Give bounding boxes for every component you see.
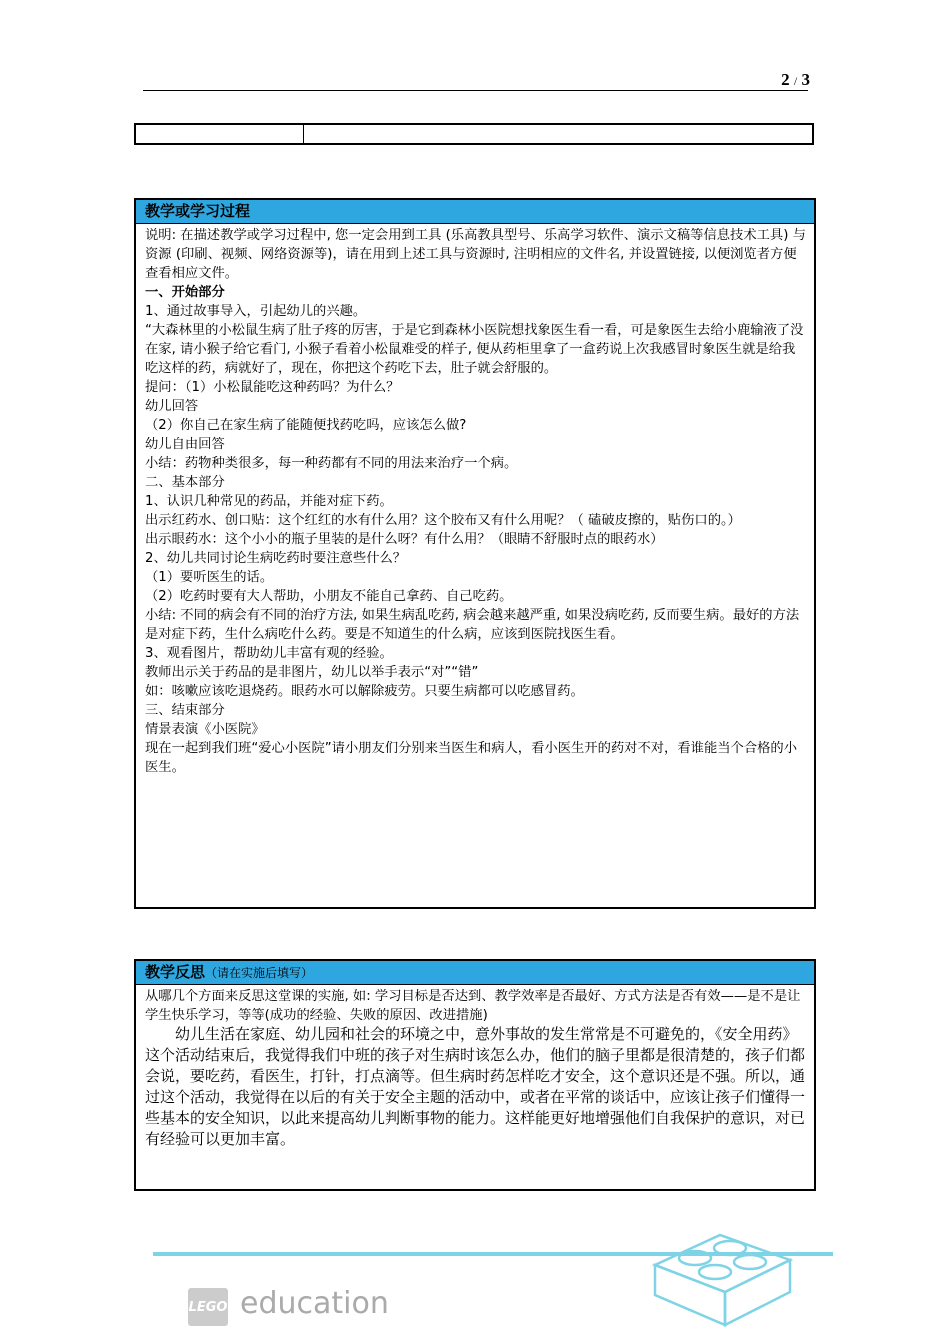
- section-body: [136, 985, 814, 1151]
- paragraph: 教师出示关于药品的是非图片，幼儿以举手表示“对”“错”: [145, 665, 479, 680]
- lego-logo: LEGO: [188, 1288, 228, 1326]
- teaching-process-section: [134, 198, 816, 909]
- lego-brick-icon: [650, 1220, 820, 1330]
- paragraph: 小结：药物种类很多，每一种药都有不同的用法来治疗一个病。: [145, 456, 518, 471]
- paragraph: “大森林里的小松鼠生病了肚子疼的厉害，于是它到森林小医院想找象医生看一看，可是象医生去给小鹿输液了没在家, 请小猴子给它看门, 小猴子看着小松鼠难受的样子, 便从药柜里拿了一盒药说上次我感冒时象医生就是给我吃这样的药，病就好了，现在，你把这个药吃下去，肚子就会舒服的。: [145, 323, 804, 376]
- instruction-text: 说明: 在描述教学或学习过程中, 您一定会用到工具 (乐高教具型号、乐高学习软件、演示文稿等信息技术工具) 与资源 (印刷、视频、网络资源等)，请在用到上述工具与资源时, 注明相应的文件名, 并设置链接, 以便浏览者方便查看相应文件。: [145, 228, 806, 281]
- reflection-text: 幼儿生活在家庭、幼儿园和社会的环境之中，意外事故的发生常常是不可避免的，《安全用药》这个活动结束后，我觉得我们中班的孩子对生病时该怎么办，他们的脑子里都是很清楚的，孩子们都会说，要吃药，看医生，打针，打点滴等。但生病时药怎样吃才安全，这个意识还是不强。所以，通过这个活动，我觉得在以后的有关于安全主题的活动中，或者在平常的谈话中，应该让孩子们懂得一些基本的安全知识，以此来提高幼儿判断事物的能力。这样能更好地增强他们自我保护的意识，对已有经验可以更加丰富。: [145, 1027, 806, 1148]
- subheading-end: 三、结束部分: [145, 703, 225, 718]
- page-number: [760, 70, 810, 90]
- paragraph: 2、幼儿共同讨论生病吃药时要注意些什么？: [145, 551, 407, 566]
- paragraph: （2）你自己在家生病了能随便找药吃吗，应该怎么做?: [145, 418, 467, 433]
- paragraph: 提问：（1）小松鼠能吃这种药吗？为什么？: [145, 380, 400, 395]
- header-rule: [143, 90, 808, 91]
- section-header: [136, 961, 814, 985]
- top-table-cell-left: [136, 125, 304, 143]
- page-separator: /: [793, 74, 798, 88]
- top-table-row: [134, 123, 814, 145]
- paragraph: （2）吃药时要有大人帮助，小朋友不能自己拿药、自己吃药。: [145, 589, 513, 604]
- subheading-start: 一、开始部分: [145, 285, 225, 300]
- paragraph: （1）要听医生的话。: [145, 570, 274, 585]
- paragraph: 出示眼药水：这个小小的瓶子里装的是什么呀？有什么用？（眼睛不舒服时点的眼药水）: [145, 532, 664, 547]
- section-body: [136, 224, 814, 777]
- paragraph: 幼儿回答: [145, 399, 199, 414]
- paragraph: 情景表演《小医院》: [145, 722, 265, 737]
- subheading-basic: 二、基本部分: [145, 475, 225, 490]
- paragraph: 如：咳嗽应该吃退烧药。眼药水可以解除疲劳。只要生病都可以吃感冒药。: [145, 684, 584, 699]
- page-current: 2: [781, 70, 790, 89]
- paragraph: 出示红药水、创口贴：这个红红的水有什么用？这个胶布又有什么用呢？（ 磕破皮擦的，贴伤口的。）: [145, 513, 741, 528]
- section-subtitle: （请在实施后填写）: [205, 966, 314, 980]
- page-total: 3: [801, 70, 810, 89]
- paragraph: 1、通过故事导入，引起幼儿的兴趣。: [145, 304, 367, 319]
- paragraph: 幼儿自由回答: [145, 437, 225, 452]
- paragraph: 3、观看图片，帮助幼儿丰富有观的经验。: [145, 646, 393, 661]
- education-wordmark: education: [240, 1286, 389, 1321]
- section-title: 教学反思: [145, 963, 206, 981]
- instruction-text: 从哪几个方面来反思这堂课的实施, 如: 学习目标是否达到、教学效率是否最好、方式方法是否有效——是不是让学生快乐学习，等等(成功的经验、失败的原因、改进措施): [145, 989, 801, 1023]
- paragraph: 现在一起到我们班“爱心小医院”请小朋友们分别来当医生和病人，看小医生开的药对不对，看谁能当个合格的小医生。: [145, 741, 798, 775]
- paragraph: 小结: 不同的病会有不同的治疗方法, 如果生病乱吃药, 病会越来越严重, 如果没病吃药, 反而要生病。最好的方法是对症下药，生什么病吃什么药。要是不知道生的什么病，应该到医院找医生看。: [145, 608, 800, 642]
- section-header: 教学或学习过程: [136, 200, 814, 224]
- teaching-reflection-section: [134, 959, 816, 1191]
- paragraph: 1、认识几种常见的药品，并能对症下药。: [145, 494, 393, 509]
